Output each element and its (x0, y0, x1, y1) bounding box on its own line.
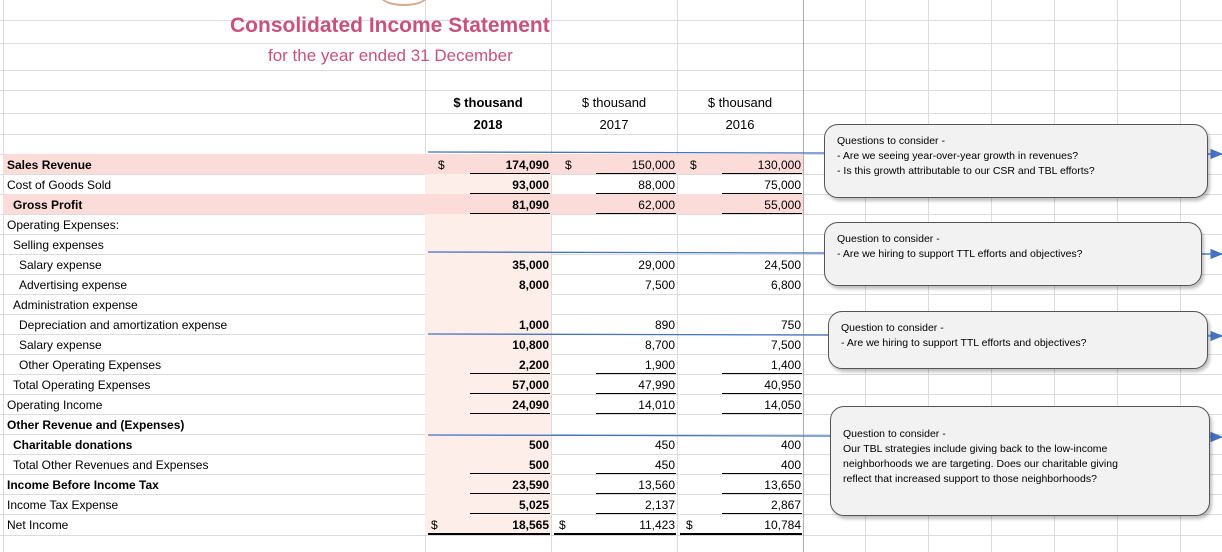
cell-2016-net-income[interactable]: 10,784 (764, 518, 801, 532)
page-subtitle: for the year ended 31 December (268, 46, 513, 65)
cell-2018-income-before-tax[interactable]: 23,590 (512, 478, 549, 492)
cell-2017-total-other[interactable]: 450 (654, 458, 675, 472)
row-label-advertising-expense: Advertising expense (19, 278, 128, 292)
page-title: Consolidated Income Statement (230, 14, 550, 37)
callout-line: Question to consider - (837, 233, 940, 245)
cell-2017-charitable[interactable]: 450 (654, 438, 675, 452)
header-unit-2018: $ thousand (453, 95, 523, 110)
row-label-net-income: Net Income (7, 518, 69, 532)
cell-2017-gross-profit[interactable]: 62,000 (638, 198, 675, 212)
currency-sign: $ (686, 518, 693, 532)
cell-2017-tax[interactable]: 2,137 (644, 498, 675, 512)
cell-2018-charitable[interactable]: 500 (528, 438, 549, 452)
cell-2016-charitable[interactable]: 400 (780, 438, 801, 452)
cell-2017-cogs[interactable]: 88,000 (638, 178, 675, 192)
callout-line: reflect that increased support to those neighborhoods? (843, 473, 1097, 485)
cell-2016-cogs[interactable]: 75,000 (764, 178, 801, 192)
cell-2016-income-before-tax[interactable]: 13,650 (764, 478, 801, 492)
row-label-income-before-tax: Income Before Income Tax (7, 478, 159, 492)
cell-2018-net-income[interactable]: 18,565 (512, 518, 549, 532)
cell-2017-salary-selling[interactable]: 29,000 (638, 258, 675, 272)
row-label-other-revenue: Other Revenue and (Expenses) (7, 418, 185, 432)
cell-2017-salary-admin[interactable]: 8,700 (644, 338, 675, 352)
currency-sign: $ (690, 158, 697, 172)
callout-line: Our TBL strategies include giving back to the low-income (843, 443, 1108, 455)
row-label-salary-expense-selling: Salary expense (19, 258, 102, 272)
cell-2016-total-opex[interactable]: 40,950 (764, 378, 801, 392)
row-label-gross-profit: Gross Profit (13, 198, 83, 212)
currency-sign: $ (431, 518, 438, 532)
callout-hiring-selling[interactable] (824, 222, 1202, 286)
cell-2018-other-opex[interactable]: 2,200 (518, 358, 549, 372)
cell-2016-depreciation[interactable]: 750 (780, 318, 801, 332)
callout-line: Question to consider - (843, 428, 946, 440)
cell-2018-gross-profit[interactable]: 81,090 (512, 198, 549, 212)
row-label-total-other: Total Other Revenues and Expenses (13, 458, 209, 472)
cell-2018-advertising[interactable]: 8,000 (518, 278, 549, 292)
cell-2016-tax[interactable]: 2,867 (770, 498, 801, 512)
cell-2018-total-other[interactable]: 500 (528, 458, 549, 472)
row-label-selling-expenses: Selling expenses (13, 238, 104, 252)
callout-line: - Are we seeing year-over-year growth in revenues? (837, 150, 1079, 162)
cell-2017-operating-income[interactable]: 14,010 (638, 398, 675, 412)
cell-2018-total-opex[interactable]: 57,000 (512, 378, 549, 392)
header-unit-2016: $ thousand (707, 95, 773, 110)
cell-2016-other-opex[interactable]: 1,400 (770, 358, 801, 372)
row-label-total-operating-expenses: Total Operating Expenses (13, 378, 151, 392)
cell-2017-income-before-tax[interactable]: 13,560 (638, 478, 675, 492)
cell-2016-operating-income[interactable]: 14,050 (764, 398, 801, 412)
row-label-salary-expense-admin: Salary expense (19, 338, 102, 352)
row-label-cogs: Cost of Goods Sold (7, 178, 112, 192)
cell-2016-advertising[interactable]: 6,800 (770, 278, 801, 292)
cell-2016-sales-revenue[interactable]: 130,000 (757, 158, 801, 172)
header-unit-2017: $ thousand (581, 95, 647, 110)
cell-2017-advertising[interactable]: 7,500 (644, 278, 675, 292)
row-label-income-tax: Income Tax Expense (7, 498, 119, 512)
cell-2017-total-opex[interactable]: 47,990 (638, 378, 675, 392)
header-year-2016: 2016 (725, 117, 755, 132)
callout-hiring-admin[interactable] (828, 311, 1208, 369)
callout-line: - Are we hiring to support TTL efforts and objectives? (837, 248, 1083, 260)
currency-sign: $ (565, 158, 572, 172)
cell-2018-salary-admin[interactable]: 10,800 (512, 338, 549, 352)
callout-line: neighborhoods we are targeting. Does our charitable giving (843, 458, 1118, 470)
cell-2016-salary-selling[interactable]: 24,500 (764, 258, 801, 272)
cell-2018-salary-selling[interactable]: 35,000 (512, 258, 549, 272)
cell-2018-operating-income[interactable]: 24,090 (512, 398, 549, 412)
row-label-charitable-donations: Charitable donations (13, 438, 133, 452)
cell-2017-net-income[interactable]: 11,423 (639, 518, 675, 532)
callout-charitable-giving[interactable] (830, 406, 1210, 516)
callout-revenue-growth[interactable] (824, 124, 1208, 198)
cell-2016-total-other[interactable]: 400 (780, 458, 801, 472)
callout-line: Question to consider - (841, 322, 944, 334)
row-label-depreciation: Depreciation and amortization expense (19, 318, 228, 332)
row-label-operating-income: Operating Income (7, 398, 103, 412)
cell-2018-sales-revenue[interactable]: 174,090 (505, 158, 549, 172)
currency-sign: $ (438, 158, 445, 172)
cell-2017-sales-revenue[interactable]: 150,000 (631, 158, 675, 172)
cell-2018-depreciation[interactable]: 1,000 (518, 318, 549, 332)
cell-2017-depreciation[interactable]: 890 (654, 318, 675, 332)
cell-2016-salary-admin[interactable]: 7,500 (770, 338, 801, 352)
header-year-2017: 2017 (599, 117, 629, 132)
row-label-operating-expenses: Operating Expenses: (7, 218, 120, 232)
callout-line: - Is this growth attributable to our CSR and TBL efforts? (837, 165, 1095, 177)
row-label-administration-expense: Administration expense (13, 298, 138, 312)
cell-2018-cogs[interactable]: 93,000 (512, 178, 549, 192)
callout-line: - Are we hiring to support TTL efforts and objectives? (841, 337, 1087, 349)
cell-2018-tax[interactable]: 5,025 (518, 498, 549, 512)
row-label-other-operating-expenses: Other Operating Expenses (19, 358, 162, 372)
header-year-2018: 2018 (473, 117, 503, 132)
cell-2016-gross-profit[interactable]: 55,000 (764, 198, 801, 212)
row-label-sales-revenue: Sales Revenue (7, 158, 92, 172)
callout-line: Questions to consider - (837, 135, 945, 147)
cell-2017-other-opex[interactable]: 1,900 (644, 358, 675, 372)
currency-sign: $ (559, 518, 566, 532)
